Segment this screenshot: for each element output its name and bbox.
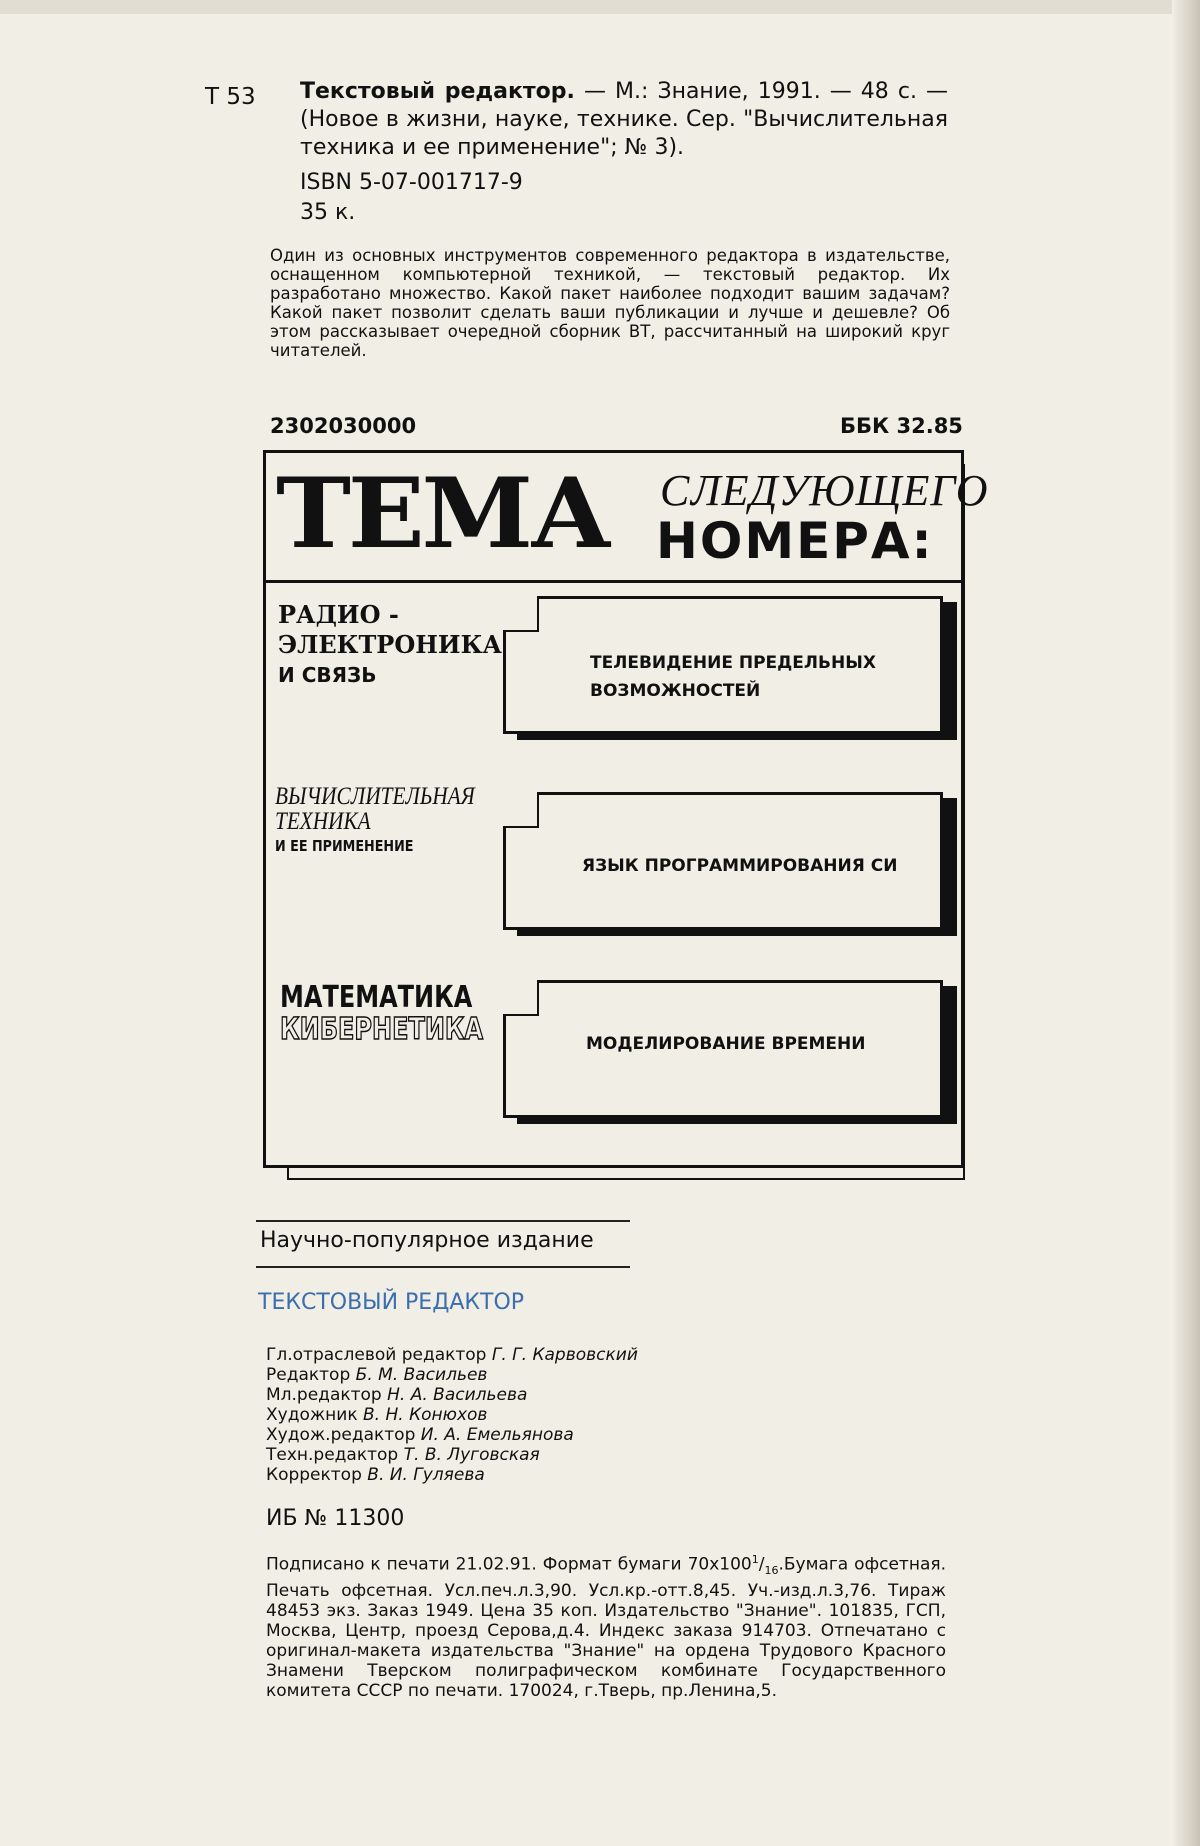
- series-line: [278, 660, 502, 690]
- credit-line: [266, 1445, 638, 1465]
- topic-line: ТЕЛЕВИДЕНИЕ ПРЕДЕЛЬНЫХ: [590, 653, 876, 673]
- series-line: И ЕЕ ПРИМЕНЕНИЕ: [275, 837, 414, 855]
- credit-line: [266, 1425, 638, 1445]
- isbn: ISBN 5-07-001717-9: [300, 170, 523, 195]
- price: 35 к.: [300, 200, 356, 225]
- topic-title: ЯЗЫК ПРОГРАММИРОВАНИЯ СИ: [582, 856, 898, 876]
- imprint-text: [266, 1550, 946, 1701]
- imprint-subscript: 16: [764, 1564, 779, 1578]
- imprint-slash: /: [758, 1554, 765, 1575]
- credits-list: [266, 1345, 638, 1485]
- topic-title: МОДЕЛИРОВАНИЕ ВРЕМЕНИ: [586, 1034, 866, 1054]
- series-radio-electronics: [278, 600, 502, 690]
- credit-name: Н. А. Васильева: [387, 1385, 528, 1405]
- annotation: Один из основных инструментов современного редактора в издательстве, оснащенном компьютерной техникой, — текстовый редактор. Их разработано множество. Какой пакет наиболее подходит вашим задачам? Какой пакет позволит сделать ваши публикации и лучше и дешевле? Об этом рассказывает очередной сборник ВТ, рассчитанный на широкий круг читателей.: [270, 246, 950, 360]
- credit-line: [266, 1465, 638, 1485]
- credit-name: И. А. Емельянова: [420, 1425, 574, 1445]
- credit-line: [266, 1385, 638, 1405]
- next-issue-subheading-2: НОМЕРА:: [656, 512, 934, 570]
- heading-divider: [263, 580, 961, 583]
- credit-line: [266, 1345, 638, 1365]
- catalog-code: Т 53: [205, 84, 256, 110]
- panel-fold-corner: [503, 980, 537, 1014]
- series-computing: [275, 784, 475, 859]
- credit-role: Художник: [266, 1405, 364, 1425]
- topic-title: [590, 649, 876, 705]
- book-title: ТЕКСТОВЫЙ РЕДАКТОР: [258, 1290, 525, 1315]
- panel-fold-corner: [503, 596, 537, 630]
- page-right-edge: [1172, 0, 1200, 1846]
- series-word: СВЯЗЬ: [301, 663, 377, 687]
- credit-role: Техн.редактор: [266, 1445, 404, 1465]
- series-line: МАТЕМАТИКА: [280, 980, 473, 1015]
- credit-role: Мл.редактор: [266, 1385, 388, 1405]
- catalog-number: 2302030000: [270, 414, 417, 438]
- publication-type: Научно-популярное издание: [260, 1228, 594, 1253]
- credit-name: Т. В. Луговская: [403, 1445, 540, 1465]
- series-line: РАДИО -: [278, 600, 399, 629]
- bibliographic-record: [300, 78, 948, 162]
- divider: [256, 1266, 630, 1268]
- imprint-part: Подписано к печати 21.02.91. Формат бумаги 70х100: [266, 1554, 752, 1575]
- credit-role: Корректор: [266, 1465, 368, 1485]
- credit-name: Г. Г. Карвовский: [491, 1345, 638, 1365]
- series-line: ТЕХНИКА: [275, 808, 371, 835]
- credit-name: В. Н. Конюхов: [363, 1405, 488, 1425]
- series-line: ЭЛЕКТРОНИКА: [278, 630, 502, 659]
- topic-line: ВОЗМОЖНОСТЕЙ: [590, 681, 761, 701]
- next-issue-heading: ТЕМА: [276, 457, 609, 570]
- series-line: КИБЕРНЕТИКА: [280, 1012, 484, 1047]
- series-mathematics-cybernetics: [280, 982, 483, 1046]
- credit-line: [266, 1405, 638, 1425]
- book-title-bold: Текстовый редактор.: [300, 79, 575, 104]
- ib-number: ИБ № 11300: [266, 1506, 405, 1531]
- credit-role: Худож.редактор: [266, 1425, 421, 1445]
- panel-fold-corner: [503, 792, 537, 826]
- page-top-edge: [0, 0, 1200, 14]
- credit-line: [266, 1365, 638, 1385]
- credit-name: В. И. Гуляева: [367, 1465, 485, 1485]
- bbk-code: ББК 32.85: [840, 414, 963, 438]
- credit-role: Гл.отраслевой редактор: [266, 1345, 492, 1365]
- bibliographic-description: — М.: Знание, 1991. — 48 с. — (Новое в жизни, науке, технике. Сер. "Вычислительная техника и ее применение"; № 3).: [300, 79, 948, 160]
- credit-role: Редактор: [266, 1365, 356, 1385]
- credit-name: Б. М. Васильев: [355, 1365, 488, 1385]
- next-issue-subheading-1: СЛЕДУЮЩЕГО: [660, 466, 989, 515]
- series-line: ВЫЧИСЛИТЕЛЬНАЯ: [275, 783, 475, 810]
- imprint-part: .Бумага офсетная. Печать офсетная. Усл.печ.л.3,90. Усл.кр.-отт.8,45. Уч.-изд.л.3,76. Тираж 48453 экз. Заказ 1949. Цена 35 коп. Издательство "Знание". 101835, ГСП, Москва, Центр, проезд Серова,д.4. Индекс заказа 914703. Отпечатано с оригинал-макета издательства "Знание" на ордена Трудового Красного Знамени Тверском полиграфическом комбинате Государственного комитета СССР по печати. 170024, г.Тверь, пр.Ленина,5.: [266, 1554, 946, 1702]
- imprint-superscript: 1: [751, 1553, 759, 1566]
- series-word: И: [278, 663, 302, 687]
- divider: [256, 1220, 630, 1222]
